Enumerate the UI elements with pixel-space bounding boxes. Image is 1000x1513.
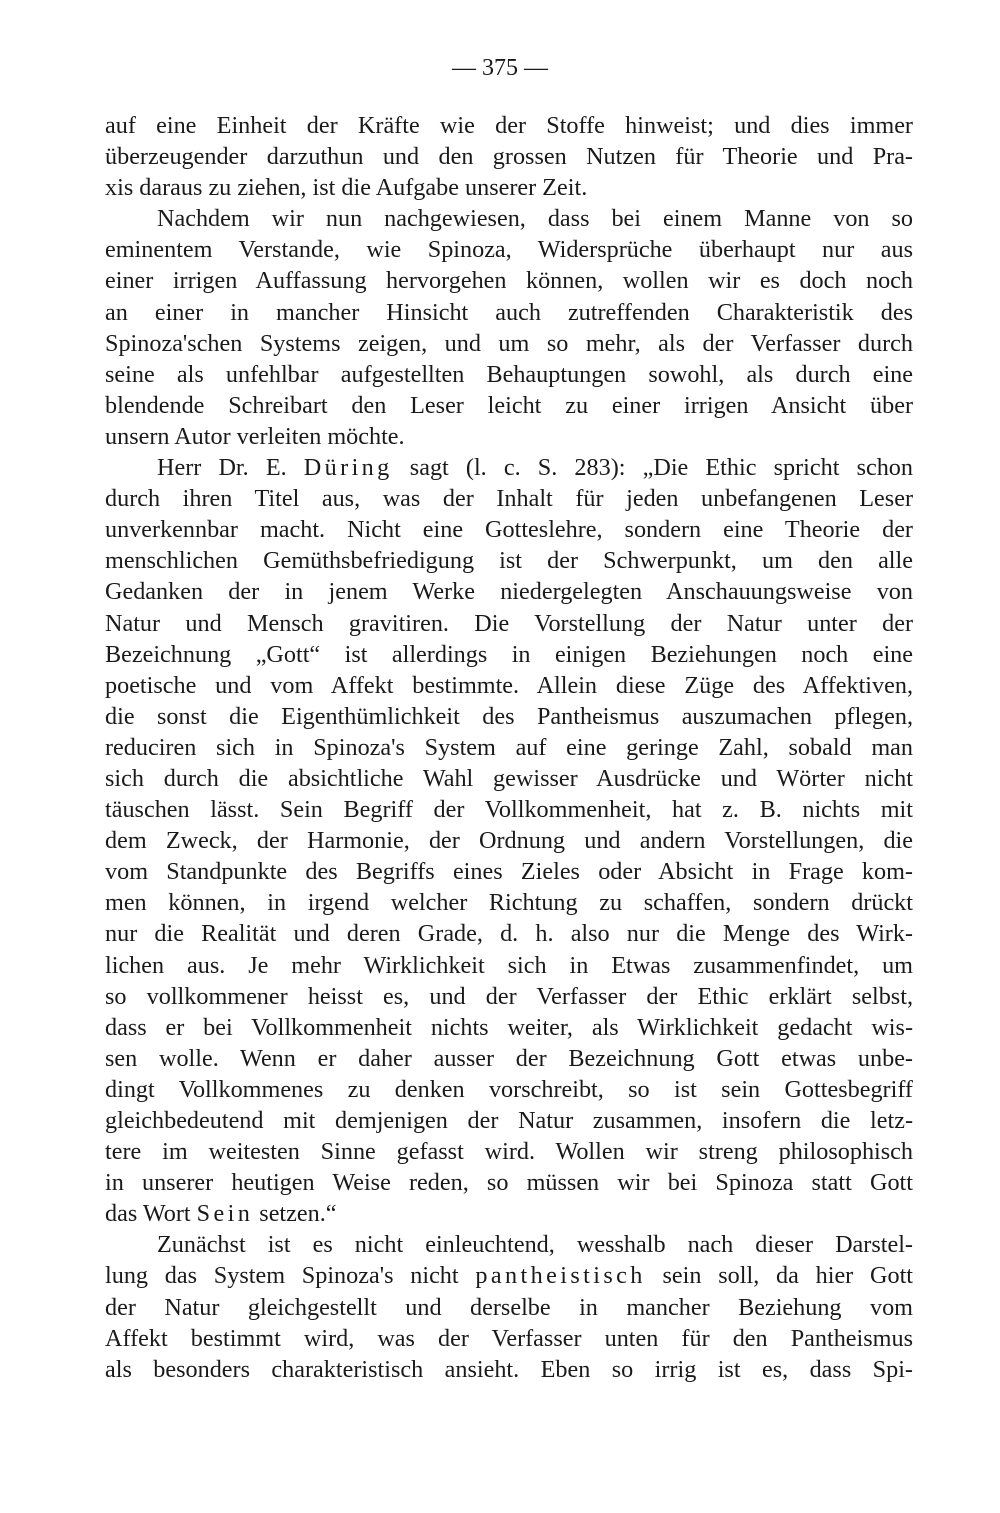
spaced-word: pantheistisch	[475, 1262, 646, 1290]
text-line: unverkennbar macht. Nicht eine Gotteslehre, sondern eine Theorie der	[105, 516, 913, 544]
text-line: blendende Schreibart den Leser leicht zu einer irrigen Ansicht über	[105, 391, 913, 419]
text-line: dass er bei Vollkommenheit nichts weiter, als Wirklichkeit gedacht wis-	[105, 1013, 913, 1041]
text-line: der Natur gleichgestellt und derselbe in mancher Beziehung vom	[105, 1293, 913, 1321]
text-line	[105, 1198, 913, 1229]
text-line: als besonders charakteristisch ansieht. Eben so irrig ist es, dass Spi-	[105, 1355, 913, 1383]
text-line: auf eine Einheit der Kräfte wie der Stoffe hinweist; und dies immer	[105, 112, 913, 139]
text-line: men können, in irgend welcher Richtung zu schaffen, sondern drückt	[105, 889, 913, 917]
text-line: gleichbedeutend mit demjenigen der Natur zusammen, insofern die letz-	[105, 1107, 913, 1134]
text-line: eminentem Verstande, wie Spinoza, Widersprüche überhaupt nur aus	[105, 236, 913, 264]
text-line	[105, 452, 913, 483]
text-line: an einer in mancher Hinsicht auch zutreffenden Charakteristik des	[105, 298, 913, 326]
text-line: einer irrigen Auffassung hervorgehen können, wollen wir es doch noch	[105, 267, 913, 295]
spaced-word: Sein	[196, 1200, 254, 1228]
text-run: setzen.“	[253, 1200, 337, 1228]
text-line: xis daraus zu ziehen, ist die Aufgabe unserer Zeit.	[105, 174, 588, 202]
text-line: so vollkommener heisst es, und der Verfasser der Ethic erklärt selbst,	[105, 982, 913, 1010]
text-run: das Wort	[105, 1200, 197, 1228]
spaced-name: Düring	[303, 454, 393, 482]
text-line: menschlichen Gemüthsbefriedigung ist der Schwerpunkt, um den alle	[105, 547, 913, 575]
text-line: lichen aus. Je mehr Wirklichkeit sich in Etwas zusammenfindet, um	[105, 951, 913, 979]
text-line: unsern Autor verleiten möchte.	[105, 422, 405, 450]
text-line: nur die Realität und deren Grade, d. h. also nur die Menge des Wirk-	[105, 920, 913, 948]
text-line: überzeugender darzuthun und den grossen Nutzen für Theorie und Pra-	[105, 143, 913, 171]
text-line: dingt Vollkommenes zu denken vorschreibt, so ist sein Gottesbegriff	[105, 1075, 913, 1103]
text-run: sagt (l. c. S. 283): „Die Ethic spricht schon	[392, 454, 913, 482]
text-line: die sonst die Eigenthümlichkeit des Pantheismus auszumachen pflegen,	[105, 702, 913, 730]
text-line: Natur und Mensch gravitiren. Die Vorstellung der Natur unter der	[105, 609, 913, 637]
text-line: Bezeichnung „Gott“ ist allerdings in einigen Beziehungen noch eine	[105, 640, 913, 668]
body-text	[105, 110, 913, 1385]
text-line: in unserer heutigen Weise reden, so müssen wir bei Spinoza statt Gott	[105, 1169, 913, 1197]
page-number: — 375 —	[452, 55, 548, 81]
text-line: Zunächst ist es nicht einleuchtend, wesshalb nach dieser Darstel-	[157, 1231, 913, 1259]
text-line: täuschen lässt. Sein Begriff der Vollkommenheit, hat z. B. nichts mit	[105, 796, 913, 824]
text-line: Affekt bestimmt wird, was der Verfasser unten für den Pantheismus	[105, 1324, 913, 1352]
text-line	[105, 1260, 913, 1291]
text-line: sen wolle. Wenn er daher ausser der Bezeichnung Gott etwas unbe-	[105, 1044, 913, 1072]
text-run: sein soll, da hier Gott	[645, 1262, 913, 1290]
text-run: lung das System Spinoza's nicht	[105, 1262, 476, 1290]
text-line: dem Zweck, der Harmonie, der Ordnung und andern Vorstellungen, die	[105, 827, 913, 855]
text-line: durch ihren Titel aus, was der Inhalt für jeden unbefangenen Leser	[105, 485, 913, 513]
text-line: seine als unfehlbar aufgestellten Behauptungen sowohl, als durch eine	[105, 360, 913, 388]
text-line: Gedanken der in jenem Werke niedergelegten Anschauungsweise von	[105, 578, 913, 606]
text-line: Nachdem wir nun nachgewiesen, dass bei einem Manne von so	[157, 205, 913, 233]
text-line: Spinoza'schen Systems zeigen, und um so mehr, als der Verfasser durch	[105, 329, 913, 357]
text-line: sich durch die absichtliche Wahl gewisser Ausdrücke und Wörter nicht	[105, 764, 913, 792]
text-line: poetische und vom Affekt bestimmte. Allein diese Züge des Affektiven,	[105, 671, 913, 699]
text-line: vom Standpunkte des Begriffs eines Zieles oder Absicht in Frage kom-	[105, 858, 913, 886]
text-line: tere im weitesten Sinne gefasst wird. Wollen wir streng philosophisch	[105, 1138, 913, 1166]
text-line: reduciren sich in Spinoza's System auf eine geringe Zahl, sobald man	[105, 733, 913, 761]
text-run: Herr Dr. E.	[157, 454, 304, 482]
